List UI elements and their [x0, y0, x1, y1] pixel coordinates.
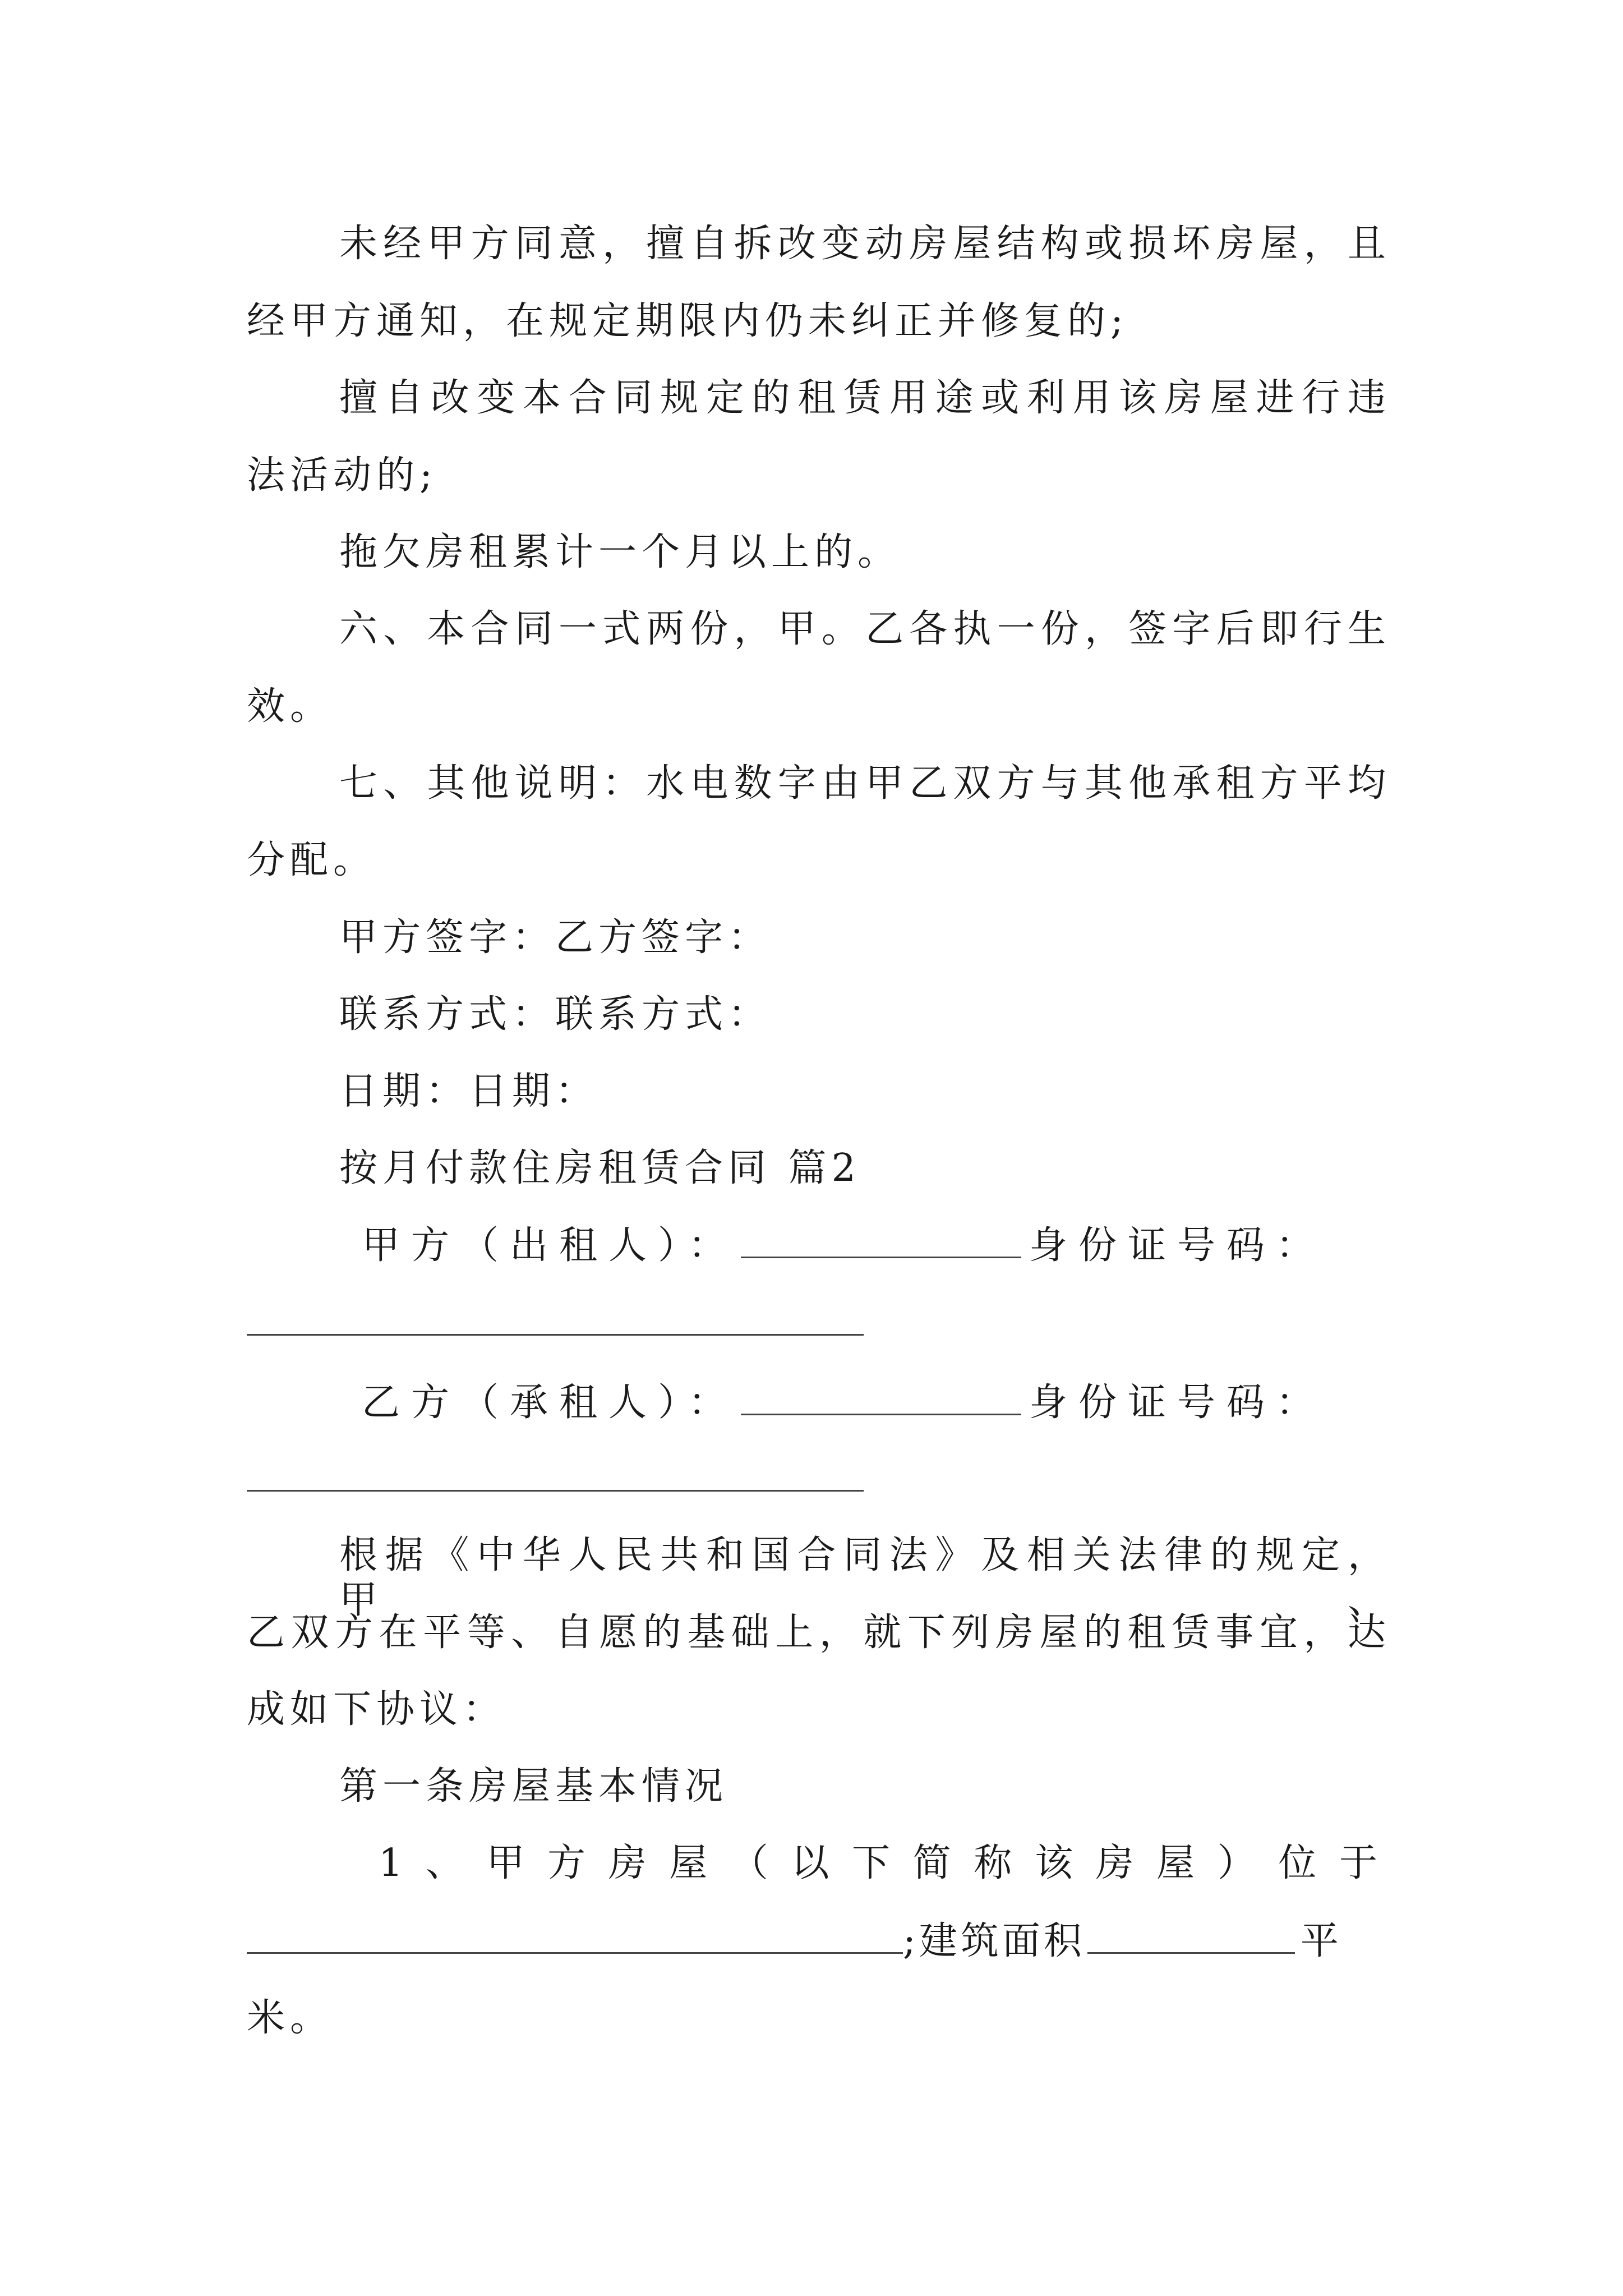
date-line: 日期：日期： [339, 1069, 599, 1114]
section-heading: 按月付款住房租赁合同 篇2 [339, 1146, 861, 1190]
paragraph-line: 成如下协议： [247, 1687, 506, 1732]
party-a-id-blank [247, 1334, 864, 1336]
address-area-line [247, 1918, 1391, 1964]
paragraph-line: 根据《中华人民共和国合同法》及相关法律的规定，甲、 [339, 1533, 1391, 1622]
area-unit: 平 [1300, 1919, 1342, 1963]
paragraph-line: 分配。 [247, 838, 377, 882]
paragraph-line: 效。 [247, 684, 334, 729]
paragraph-line: 擅自改变本合同规定的租赁用途或利用该房屋进行违 [339, 376, 1391, 420]
paragraph-line: 拖欠房租累计一个月以上的。 [339, 530, 901, 574]
party-b-label: 乙方（承租人）： [362, 1381, 738, 1425]
area-label: ;建筑面积 [903, 1919, 1085, 1963]
party-a-name-blank [741, 1223, 1021, 1258]
party-b-line [362, 1380, 1391, 1425]
paragraph-line: 未经甲方同意，擅自拆改变动房屋结构或损坏房屋，且 [339, 222, 1391, 266]
party-b-id-blank [247, 1490, 864, 1492]
article-title: 第一条房屋基本情况 [339, 1764, 728, 1809]
paragraph-line: 七、其他说明：水电数字由甲乙双方与其他承租方平均 [339, 761, 1391, 806]
contact-line: 联系方式：联系方式： [339, 992, 772, 1037]
article-item-line: 1、甲方房屋（以下简称该房屋）位于 [379, 1841, 1391, 1885]
paragraph-line: 乙双方在平等、自愿的基础上，就下列房屋的租赁事宜，达 [247, 1611, 1391, 1655]
party-a-label: 甲方（出租人）： [362, 1223, 738, 1268]
party-a-line [362, 1223, 1391, 1268]
party-b-name-blank [741, 1380, 1021, 1415]
signature-line: 甲方签字：乙方签字： [339, 915, 772, 960]
address-blank [247, 1918, 903, 1954]
paragraph-line: 法活动的; [247, 453, 437, 498]
party-a-id-label: 身份证号码： [1029, 1223, 1326, 1268]
paragraph-line: 米。 [247, 1996, 334, 2040]
paragraph-line: 六、本合同一式两份，甲。乙各执一份，签字后即行生 [339, 607, 1391, 651]
party-b-id-label: 身份证号码： [1029, 1381, 1326, 1425]
area-blank [1087, 1918, 1295, 1954]
paragraph-line: 经甲方通知，在规定期限内仍未纠正并修复的; [247, 299, 1128, 343]
